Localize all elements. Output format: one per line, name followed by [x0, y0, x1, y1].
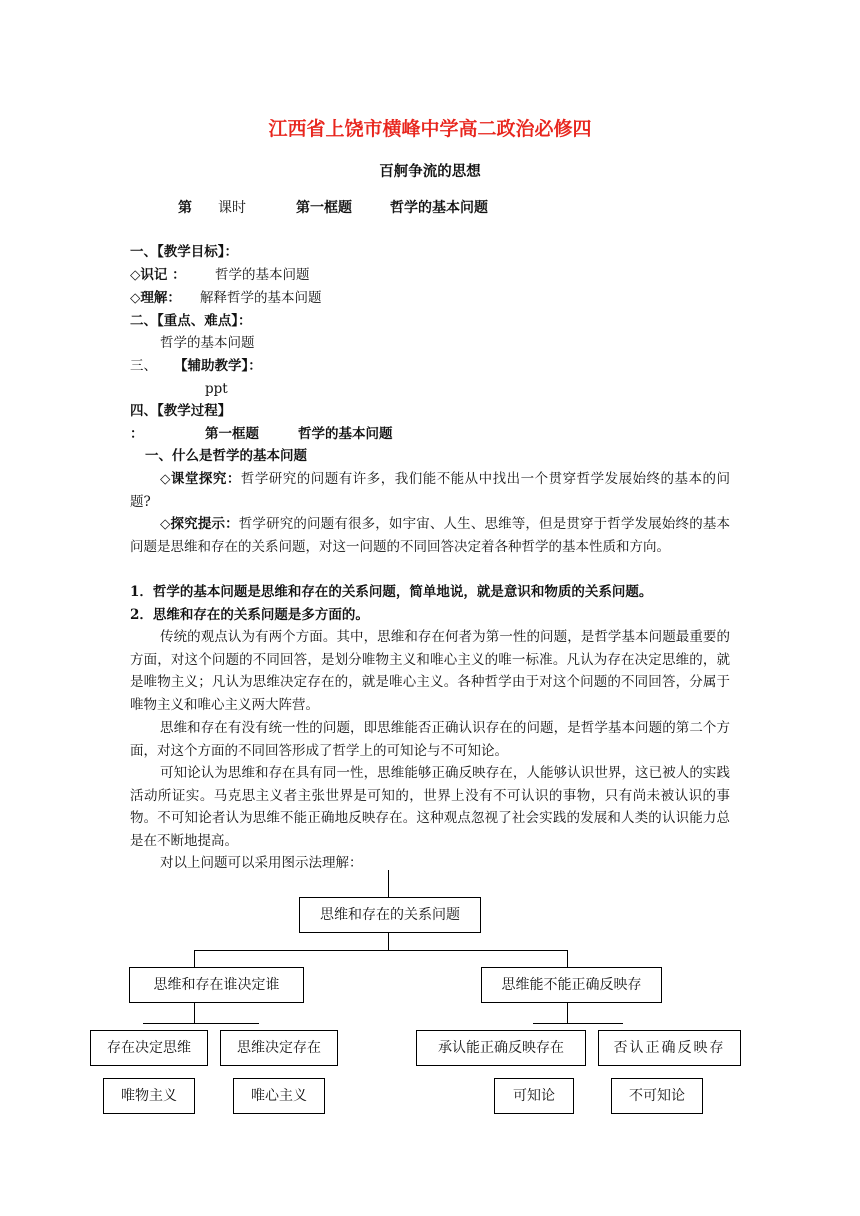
connector-left-branch — [194, 1003, 195, 1023]
diagram-knowable: 可知论 — [494, 1078, 574, 1114]
section-objectives: 一、【教学目标】： — [130, 244, 238, 260]
hint-text: 哲学研究的问题有很多，如宇宙、人生、思维等，但是贯穿于哲学发展始终的基本问题是思维和存在的关系问题，对这一问题的不同回答决定着各种哲学的基本性质和方向。 — [130, 516, 730, 555]
diagram-right-right: 否认正确反映存 — [598, 1030, 741, 1066]
connector-left-down — [194, 950, 195, 967]
diagram-left: 思维和存在谁决定谁 — [129, 967, 304, 1003]
hint-paragraph — [130, 513, 730, 558]
lesson-label-1: 第 — [178, 200, 192, 216]
connector-right-level2 — [533, 1023, 623, 1024]
diagram-materialism: 唯物主义 — [103, 1078, 195, 1114]
document-subtitle: 百舸争流的思想 — [379, 163, 481, 180]
aids-text: ppt — [205, 381, 228, 397]
connector-right-branch — [567, 1003, 568, 1023]
paragraph-1: 传统的观点认为有两个方面。其中，思维和存在何者为第一性的问题，是哲学基本问题最重要的方面，对这个问题的不同回答，是划分唯物主义和唯心主义的唯一标准。凡认为存在决定思维的，就是唯物主义；凡认为思维决定存在的，就是唯心主义。各种哲学由于对这个问题的不同回答，分属于唯物主义和唯心主义两大阵营。 — [130, 629, 730, 713]
process-frame: 第一框题 — [205, 426, 259, 442]
connector-level1 — [194, 950, 568, 951]
question-heading: 一、什么是哲学的基本问题 — [145, 448, 307, 464]
explore-label: ◇课堂探究： — [160, 471, 241, 487]
section-process: 四、【教学过程】 — [130, 403, 232, 419]
objective-memorize-text: 哲学的基本问题 — [215, 267, 310, 283]
diagram-left-right: 思维决定存在 — [220, 1030, 338, 1066]
objective-understand-text: 解释哲学的基本问题 — [200, 290, 322, 306]
connector-left-level2 — [143, 1023, 259, 1024]
paragraph-3: 可知论认为思维和存在具有同一性，思维能够正确反映存在，人能够认识世界，这已被人的实践活动所证实。马克思主义者主张世界是可知的，世界上没有不可认识的事物，只有尚未被认识的事物。不可知论者认为思维不能正确地反映存在。这种观点忽视了社会实践的发展和人类的认识能力总是在不断地提高。 — [130, 765, 730, 849]
hint-label: ◇探究提示： — [160, 516, 239, 532]
diagram-unknowable: 不可知论 — [611, 1078, 703, 1114]
objective-memorize-label: ◇识记 ： — [130, 267, 186, 283]
lesson-frame: 第一框题 — [296, 200, 352, 216]
section-aids-number: 三、 — [130, 358, 157, 374]
lesson-label-2: 课时 — [218, 200, 246, 216]
diagram-right-left: 承认能正确反映存在 — [416, 1030, 586, 1066]
diagram-left-left: 存在决定思维 — [90, 1030, 208, 1066]
explore-paragraph — [130, 468, 730, 513]
diagram-root: 思维和存在的关系问题 — [299, 897, 481, 933]
connector-root-down — [388, 933, 389, 950]
objective-understand-label: ◇理解： — [130, 290, 181, 306]
explore-text: 哲学研究的问题有许多，我们能不能从中找出一个贯穿哲学发展始终的基本的问题? — [130, 471, 730, 510]
connector-right-down — [567, 950, 568, 967]
section-key-points: 二、【重点、难点】： — [130, 313, 252, 329]
point-2: 2．思维和存在的关系问题是多方面的。 — [130, 607, 369, 623]
paragraph-2: 思维和存在有没有统一性的问题，即思维能否正确认识存在的问题，是哲学基本问题的第二个方面，对这个方面的不同回答形成了哲学上的可知论与不可知论。 — [130, 720, 730, 759]
lesson-topic: 哲学的基本问题 — [390, 200, 488, 216]
process-topic: 哲学的基本问题 — [298, 426, 393, 442]
section-aids: 【辅助教学】： — [174, 358, 262, 374]
document-title: 江西省上饶市横峰中学高二政治必修四 — [268, 118, 592, 140]
connector-top — [388, 870, 389, 897]
key-points-text: 哲学的基本问题 — [160, 335, 255, 351]
diagram-right: 思维能不能正确反映存 — [481, 967, 662, 1003]
paragraph-4: 对以上问题可以采用图示法理解： — [160, 855, 363, 871]
process-colon: ： — [130, 426, 144, 442]
point-1: 1．哲学的基本问题是思维和存在的关系问题，简单地说，就是意识和物质的关系问题。 — [130, 584, 653, 600]
diagram-idealism: 唯心主义 — [233, 1078, 325, 1114]
